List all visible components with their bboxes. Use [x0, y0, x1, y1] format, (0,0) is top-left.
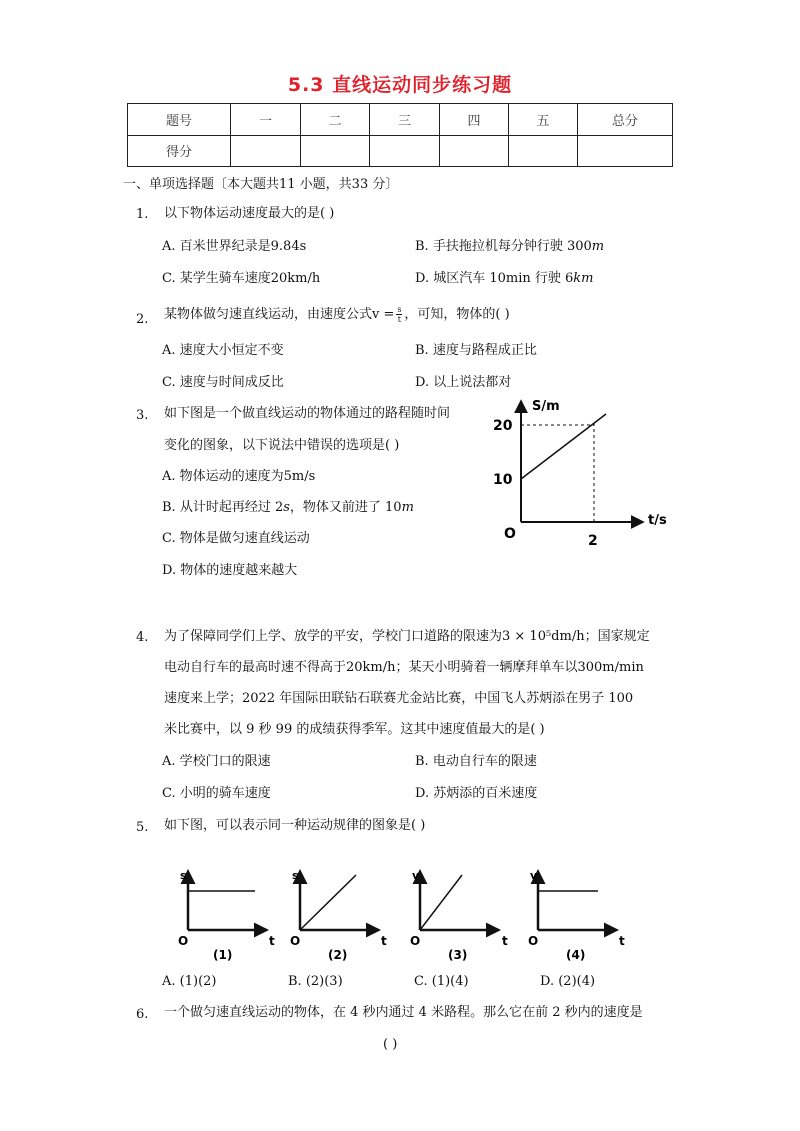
origin-label: O [528, 934, 539, 948]
option-c[interactable]: C. 某学生骑车速度20km/h [162, 271, 321, 286]
data-line [420, 875, 462, 930]
option-c[interactable]: C. (1)(4) [414, 974, 469, 989]
origin-label: O [178, 934, 189, 948]
fraction-denominator: t [397, 315, 401, 324]
table-cell-empty[interactable] [301, 135, 370, 167]
table-cell-empty[interactable] [370, 135, 440, 167]
question-stem-line: 速度来上学；2022 年国际田联钻石联赛尤金站比赛，中国飞人苏炳添在男子 100 [164, 691, 634, 706]
table-cell: 三 [370, 104, 440, 136]
question-stem-line: 如下图是一个做直线运动的物体通过的路程随时间 [164, 406, 451, 421]
section-heading: 一、单项选择题〔本大题共11 小题，共33 分〕 [123, 177, 399, 192]
table-cell-empty[interactable] [578, 135, 673, 167]
option-b[interactable]: B. 从计时起再经过 2𝑠，物体又前进了 10𝑚 [162, 500, 414, 515]
y-axis-label: v [530, 869, 538, 882]
motion-graphs [170, 865, 640, 965]
y-tick-label: 10 [493, 472, 513, 488]
option-a[interactable]: A. 学校门口的限速 [162, 754, 271, 769]
question-stem-line: 米比赛中，以 9 秒 99 的成绩获得季军。这其中速度值最大的是( ) [164, 722, 545, 737]
graph-3 [410, 869, 508, 962]
question-stem-line: 为了保障同学们上学、放学的平安，学校门口道路的限速为3 × 10⁵dm/h；国家规定 [164, 629, 650, 644]
score-table [127, 103, 673, 167]
x-axis-label: t [381, 934, 387, 948]
y-axis-label: S/m [532, 399, 560, 414]
x-axis-label: t [502, 934, 508, 948]
table-cell: 四 [440, 104, 509, 136]
data-line [300, 875, 356, 930]
option-c[interactable]: C. 物体是做匀速直线运动 [162, 531, 310, 546]
st-graph [480, 390, 680, 560]
score-table-header-row [128, 104, 673, 136]
option-b[interactable]: B. (2)(3) [288, 974, 343, 989]
origin-label: O [410, 934, 421, 948]
question-number: 5. [136, 820, 149, 835]
option-d[interactable]: D. 城区汽车 10min 行驶 6𝑘𝑚 [415, 271, 594, 286]
fraction-numerator: s [397, 305, 402, 314]
table-cell: 五 [509, 104, 578, 136]
question-number: 4. [136, 630, 149, 645]
stem-text: 某物体做匀速直线运动，由速度公式v = [164, 306, 395, 322]
option-c[interactable]: C. 小明的骑车速度 [162, 786, 271, 801]
question-stem-paragraph [164, 621, 650, 745]
x-axis-label: t/s [648, 513, 667, 528]
option-a[interactable]: A. 物体运动的速度为5m/s [162, 469, 316, 484]
y-axis-label: s [292, 869, 299, 882]
answer-parentheses: ( ) [383, 1037, 398, 1052]
option-c[interactable]: C. 速度与时间成反比 [162, 375, 284, 390]
graph-label: (1) [213, 948, 233, 962]
score-table-score-row [128, 135, 673, 167]
graph-label: (2) [328, 948, 348, 962]
question-number: 2. [136, 312, 149, 327]
option-a[interactable]: A. 百米世界纪录是9.84s [162, 239, 307, 254]
table-cell-empty[interactable] [440, 135, 509, 167]
question-number: 3. [136, 408, 149, 423]
question-number: 1. [136, 207, 149, 222]
graph-4 [528, 869, 625, 962]
x-tick-label: 2 [588, 533, 598, 549]
option-d[interactable]: D. 物体的速度越来越大 [162, 563, 298, 578]
question-stem: 一个做匀速直线运动的物体，在 4 秒内通过 4 米路程。那么它在前 2 秒内的速度是 [164, 1005, 643, 1020]
question-stem [164, 305, 510, 324]
table-cell: 总分 [578, 104, 673, 136]
graph-2 [290, 869, 387, 962]
origin-label: O [504, 526, 516, 542]
graph-1 [178, 869, 275, 962]
y-axis-label: v [412, 869, 420, 882]
page-title: 5.3 直线运动同步练习题 [287, 74, 513, 96]
table-cell: 得分 [128, 135, 231, 167]
graph-label: (3) [448, 948, 468, 962]
option-d[interactable]: D. (2)(4) [540, 974, 596, 989]
table-cell: 一 [231, 104, 301, 136]
table-cell: 二 [301, 104, 370, 136]
fraction-s-over-t [396, 305, 402, 324]
y-tick-label: 20 [493, 418, 513, 434]
table-cell-empty[interactable] [231, 135, 301, 167]
option-b[interactable]: B. 手扶拖拉机每分钟行驶 300𝑚 [415, 239, 605, 254]
option-a[interactable]: A. (1)(2) [162, 974, 217, 989]
option-b[interactable]: B. 电动自行车的限速 [415, 754, 537, 769]
origin-label: O [290, 934, 301, 948]
y-axis-label: s [180, 869, 187, 882]
option-d[interactable]: D. 苏炳添的百米速度 [415, 786, 538, 801]
question-number: 6. [136, 1007, 149, 1022]
table-cell-empty[interactable] [509, 135, 578, 167]
x-axis-label: t [619, 934, 625, 948]
table-cell: 题号 [128, 104, 231, 136]
option-a[interactable]: A. 速度大小恒定不变 [162, 343, 284, 358]
x-axis-label: t [269, 934, 275, 948]
option-d[interactable]: D. 以上说法都对 [415, 375, 512, 390]
graph-label: (4) [566, 948, 586, 962]
question-stem: 以下物体运动速度最大的是( ) [164, 206, 335, 221]
stem-text: ，可知，物体的( ) [404, 306, 510, 322]
data-line [521, 414, 606, 479]
question-stem: 如下图，可以表示同一种运动规律的图象是( ) [164, 818, 426, 833]
question-stem-line: 变化的图象，以下说法中错误的选项是( ) [164, 438, 400, 453]
question-stem-line: 电动自行车的最高时速不得高于20km/h；某天小明骑着一辆摩拜单车以300m/min [164, 660, 644, 675]
option-b[interactable]: B. 速度与路程成正比 [415, 343, 537, 358]
